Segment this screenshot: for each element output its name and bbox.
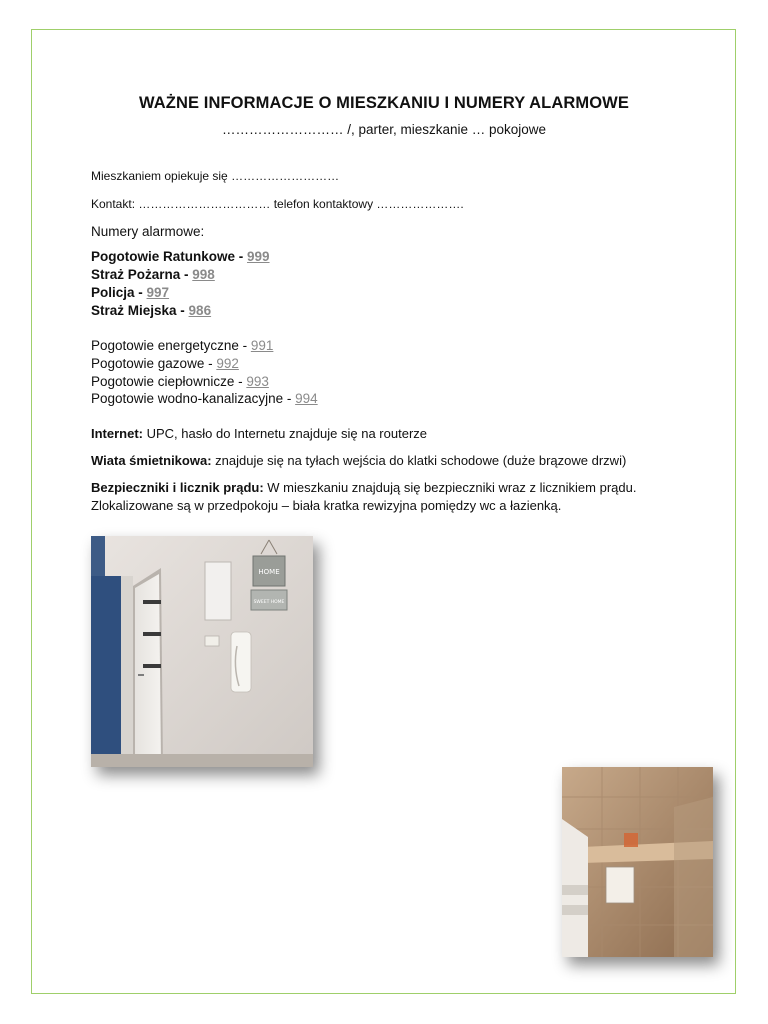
bin-label: Wiata śmietnikowa:	[91, 453, 212, 468]
service-label: Pogotowie wodno-kanalizacyjne -	[91, 391, 296, 406]
alarm-item-police	[91, 285, 169, 300]
alarm-item-city-guard	[91, 303, 211, 318]
service-item-gas	[91, 356, 239, 371]
alarm-label: Straż Miejska -	[91, 303, 189, 318]
alarm-number-link[interactable]: 999	[247, 249, 270, 264]
service-item-heating	[91, 374, 269, 389]
fuse-text: W mieszkaniu znajdują się bezpieczniki wraz z licznikiem prądu.	[263, 480, 637, 495]
service-item-water	[91, 391, 318, 406]
bin-info	[91, 453, 626, 468]
alarm-number-link[interactable]: 998	[192, 267, 215, 282]
service-label: Pogotowie ciepłownicze -	[91, 374, 247, 389]
caretaker-line: Mieszkaniem opiekuje się ………………………	[91, 169, 340, 183]
alarm-number-link[interactable]: 997	[146, 285, 170, 300]
internet-label: Internet:	[91, 426, 143, 441]
fuse-info	[91, 480, 636, 495]
service-item-energy	[91, 338, 273, 353]
bin-text: znajduje się na tyłach wejścia do klatki schodowe (duże brązowe drzwi)	[211, 453, 627, 468]
alarm-label: Straż Pożarna -	[91, 267, 193, 282]
fuse-info-line2: Zlokalizowane są w przedpokoju – biała kratka rewizyjna pomiędzy wc a łazienką.	[91, 498, 562, 513]
internet-info	[91, 426, 427, 441]
sign-home-text: HOME	[258, 568, 280, 576]
hallway-photo	[91, 536, 313, 767]
alarm-item-fire	[91, 267, 215, 282]
sign-sweet-home-text: SWEET HOME	[253, 600, 285, 605]
alarm-item-ambulance	[91, 249, 270, 264]
alarm-heading: Numery alarmowe:	[91, 224, 205, 239]
service-label: Pogotowie gazowe -	[91, 356, 217, 371]
service-label: Pogotowie energetyczne -	[91, 338, 251, 353]
address-line: ……………………… /, parter, mieszkanie … pokojowe	[221, 122, 547, 137]
page-title: WAŻNE INFORMACJE O MIESZKANIU I NUMERY ALARMOWE	[139, 94, 629, 112]
contact-line: Kontakt: …………………………… telefon kontaktowy ………………….	[91, 197, 464, 211]
service-number-link[interactable]: 993	[246, 374, 269, 389]
service-number-link[interactable]: 992	[216, 356, 239, 371]
service-number-link[interactable]: 994	[295, 391, 318, 406]
internet-text: UPC, hasło do Internetu znajduje się na routerze	[143, 426, 428, 441]
bathroom-photo	[562, 767, 713, 957]
fuse-label: Bezpieczniki i licznik prądu:	[91, 480, 264, 495]
alarm-number-link[interactable]: 986	[188, 303, 212, 318]
alarm-label: Pogotowie Ratunkowe -	[91, 249, 248, 264]
service-number-link[interactable]: 991	[250, 338, 274, 353]
alarm-label: Policja -	[91, 285, 147, 300]
